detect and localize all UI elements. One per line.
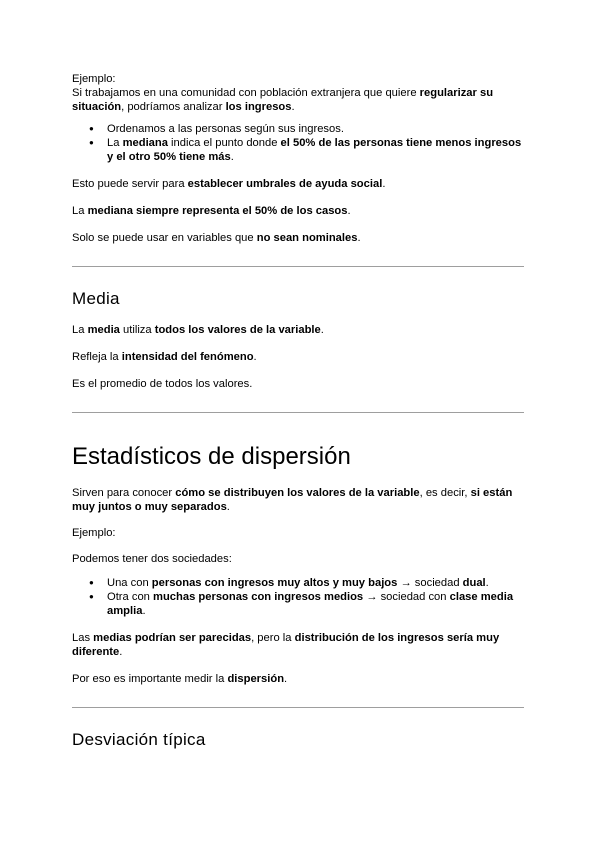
text-run: La: [107, 137, 123, 149]
importante-paragraph: [72, 672, 524, 686]
media-paragraph-2: [72, 350, 524, 364]
text-run: Solo se puede usar en variables que: [72, 232, 257, 244]
bold-text: mediana siempre representa el 50% de los casos: [87, 205, 348, 217]
intro-paragraph: [72, 86, 524, 114]
bold-text: personas con ingresos muy altos y muy bajos: [151, 577, 398, 589]
text-run: Las: [72, 632, 94, 644]
text-run: Es el promedio de todos los valores.: [72, 378, 253, 390]
section-heading-dispersion: Estadísticos de dispersión: [72, 443, 351, 470]
mediana-paragraph: [72, 204, 524, 218]
text-run: Por eso es importante medir la: [72, 673, 228, 685]
text-run: .: [485, 577, 489, 589]
bold-text: distribución de los ingresos sería muy diferente: [72, 632, 500, 658]
text-run: .: [320, 324, 324, 336]
text-run: .: [382, 178, 386, 190]
intro-bullet-list: [72, 122, 524, 164]
text-run: → sociedad: [397, 577, 463, 589]
text-run: indica el punto donde: [167, 137, 281, 149]
text-run: Sirven para conocer: [72, 487, 176, 499]
text-run: .: [347, 205, 351, 217]
text-run: .: [253, 351, 257, 363]
text-run: Si trabajamos en una comunidad con población extranjera que quiere: [72, 87, 420, 99]
bold-text: los ingresos: [225, 101, 292, 113]
bold-text: establecer umbrales de ayuda social: [187, 178, 383, 190]
text-run: Refleja la: [72, 351, 122, 363]
divider: [72, 707, 524, 708]
section-heading-media: Media: [72, 289, 120, 308]
bold-text: intensidad del fenómeno: [121, 351, 254, 363]
bold-text: no sean nominales: [256, 232, 358, 244]
bold-text: cómo se distribuyen los valores de la variable: [175, 487, 420, 499]
media-paragraph-1: [72, 323, 524, 337]
bold-text: media: [87, 324, 120, 336]
bold-text: mediana: [122, 137, 168, 149]
text-run: La: [72, 205, 88, 217]
text-run: , podríamos analizar: [121, 101, 226, 113]
bullet-item: [72, 590, 524, 618]
bullet-item: [72, 122, 524, 136]
bold-text: el 50% de las personas tiene menos ingresos y el otro 50% tiene más: [107, 137, 522, 163]
media-paragraph-3: [72, 377, 524, 391]
bullet-item: [72, 136, 524, 164]
text-run: Otra con: [107, 591, 154, 603]
text-run: .: [291, 101, 295, 113]
section-heading-desviacion: Desviación típica: [72, 730, 206, 749]
text-run: .: [119, 646, 123, 658]
bold-text: clase media amplia: [107, 591, 514, 617]
dispersion-paragraph: [72, 486, 524, 514]
bullet-item: [72, 576, 524, 590]
bold-text: regularizar su situación: [72, 87, 494, 113]
text-run: Ordenamos a las personas según sus ingresos.: [107, 123, 344, 135]
text-run: , pero la: [251, 632, 295, 644]
text-run: .: [142, 605, 146, 617]
text-run: La: [72, 324, 88, 336]
text-run: .: [226, 501, 230, 513]
medias-paragraph: [72, 631, 524, 659]
bold-text: muchas personas con ingresos medios: [153, 591, 364, 603]
example-label: Ejemplo:: [72, 527, 116, 539]
bold-text: dispersión: [227, 673, 285, 685]
text-run: .: [284, 673, 288, 685]
text-run: Una con: [107, 577, 152, 589]
bold-text: todos los valores de la variable: [154, 324, 321, 336]
document-content: [72, 72, 524, 750]
umbrales-paragraph: [72, 177, 524, 191]
text-run: → sociedad con: [363, 591, 450, 603]
text-run: utiliza: [119, 324, 155, 336]
divider: [72, 266, 524, 267]
nominales-paragraph: [72, 231, 524, 245]
divider: [72, 412, 524, 413]
text-run: Podemos tener dos sociedades:: [72, 553, 232, 565]
example-label: Ejemplo:: [72, 73, 116, 85]
text-run: .: [357, 232, 361, 244]
bold-text: dual: [462, 577, 486, 589]
text-run: .: [230, 151, 234, 163]
sociedades-paragraph: [72, 552, 524, 566]
bold-text: medias podrían ser parecidas: [93, 632, 252, 644]
sociedades-bullet-list: [72, 576, 524, 618]
text-run: , es decir,: [419, 487, 471, 499]
bold-text: si están muy juntos o muy separados: [72, 487, 513, 513]
text-run: Esto puede servir para: [72, 178, 188, 190]
